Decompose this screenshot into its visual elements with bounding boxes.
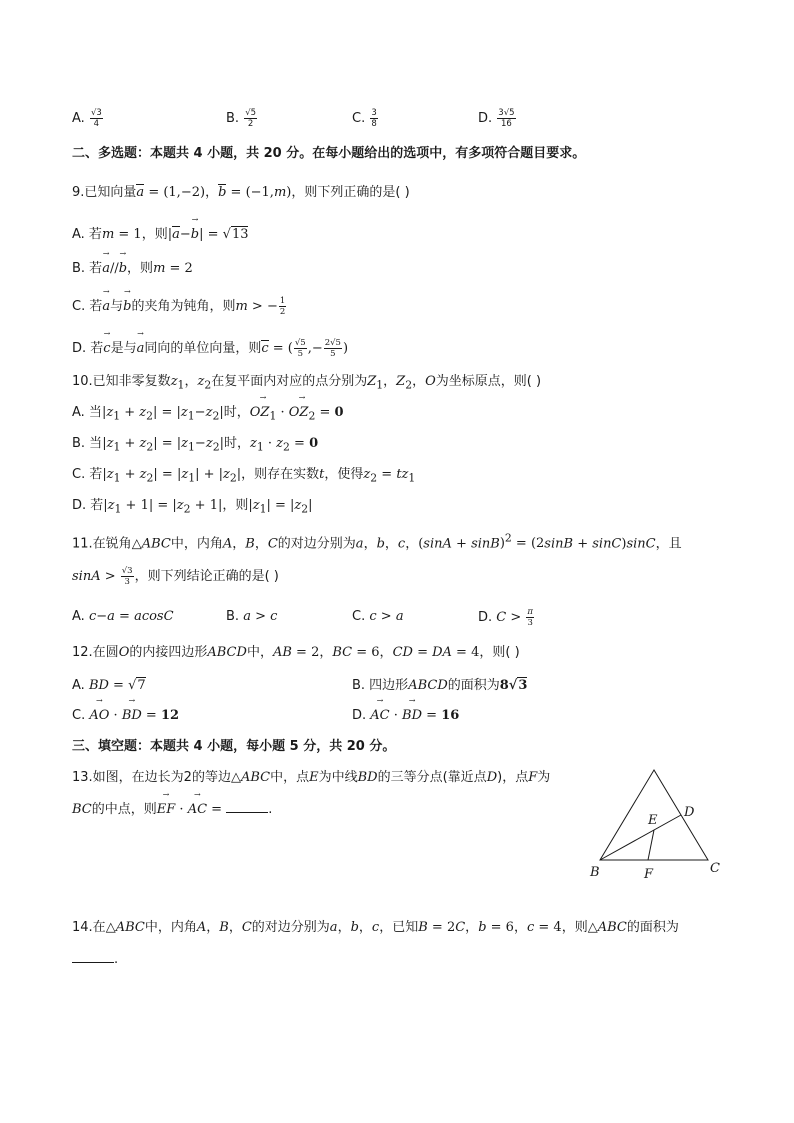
q11-stem-line1: 11.在锐角△ABC中，内角A，B，C的对边分别为a，b，c，$(\sin A + \sin B)^2 = (2\sin B + \sin C)\sin C$，且 — [72, 532, 682, 552]
math: m — [273, 185, 287, 200]
numerator: √5 — [294, 338, 306, 348]
option-label: A. — [72, 678, 85, 693]
label-f: F — [644, 867, 654, 882]
text: C. 若 — [72, 467, 103, 482]
text: ，则 — [141, 227, 168, 242]
text: B. 若 — [72, 261, 103, 276]
text: ，则 — [127, 261, 154, 276]
q9-option-a — [72, 225, 248, 245]
math: → b — [191, 225, 199, 245]
q9-option-d — [72, 338, 348, 359]
text: 的对边分别为 — [277, 536, 356, 552]
denominator: 2 — [279, 307, 286, 317]
fraction — [370, 108, 377, 129]
text: 的夹角为钝角，则 — [131, 299, 236, 314]
text: 时， — [223, 405, 250, 420]
q8-option-d — [478, 108, 517, 129]
math: = ( — [268, 341, 293, 356]
q9-option-b — [72, 259, 193, 279]
math: → b — [123, 297, 131, 317]
q11-option-d: D. C > $\frac{\pi}{3}$ — [478, 607, 534, 628]
answer-blank[interactable] — [226, 800, 268, 813]
segment-ef — [648, 830, 654, 860]
text: 为中线 — [318, 770, 358, 785]
vector-b-value: = (−1, — [230, 185, 274, 200]
vector-a-value: = (1,−2) — [148, 185, 206, 200]
math: ) — [342, 341, 349, 356]
math: → a — [137, 339, 145, 359]
q12-option-d: D. → AC · → BD = 16 — [352, 706, 459, 726]
text: 为坐标原点，则( ) — [435, 374, 542, 389]
text: 的中点，则 — [91, 802, 157, 817]
text: ，且 — [655, 536, 682, 552]
math: ,− — [307, 341, 323, 356]
fraction — [121, 566, 134, 587]
text: ，使得 — [324, 467, 364, 482]
section-heading-multiple-choice: 二、多选题：本题共 4 小题，共 20 分。在每小题给出的选项中，有多项符合题目要求。 — [72, 146, 586, 161]
q11-option-b: B. a > c — [226, 609, 278, 624]
label-e: E — [648, 813, 658, 828]
text: B. 当 — [72, 436, 103, 451]
numerator: 1 — [279, 296, 286, 306]
denominator: 3 — [124, 577, 130, 587]
numerator: 3√5 — [498, 108, 515, 118]
text: 12.在圆 — [72, 645, 119, 660]
triangle-figure — [588, 766, 728, 882]
numerator: √3 — [90, 108, 102, 118]
option-label: B. 四边形 — [352, 678, 409, 693]
q10-option-b: B. 当$|z_1 + z_2| = |z_1-z_2|$时，$z_1 \cdot z_2 = 0$ — [72, 436, 319, 454]
text: 中，内角 — [144, 920, 197, 935]
option-label: A. — [72, 111, 85, 126]
denominator: 4 — [93, 119, 100, 129]
fraction — [526, 607, 534, 628]
option-label: B. — [226, 609, 240, 624]
text: ， — [205, 185, 219, 200]
text: 的三等分点(靠近点 — [377, 770, 487, 785]
math: a — [172, 227, 180, 242]
numerator: π — [527, 607, 534, 617]
text: 的内接四边形 — [129, 645, 208, 660]
q8-option-c — [352, 108, 379, 129]
option-label: C. — [352, 111, 366, 126]
q11-option-a: A. c−a = acosC — [72, 609, 174, 624]
math: Z — [367, 374, 377, 389]
q9-option-c — [72, 296, 287, 317]
q9-stem — [72, 183, 410, 203]
q12-option-b: B. 四边形ABCD的面积为8√3 — [352, 678, 528, 693]
math: → c — [103, 339, 110, 359]
q8-option-a — [72, 108, 104, 129]
text: A. 若 — [72, 227, 102, 242]
text: 时， — [223, 436, 250, 451]
text: 11.在锐角 — [72, 536, 132, 552]
text: 在复平面内对应的点分别为 — [211, 374, 368, 389]
q12-option-a: A. BD = √7 — [72, 678, 146, 693]
option-label: D. — [352, 708, 367, 723]
fraction — [90, 108, 103, 129]
answer-blank[interactable] — [72, 950, 114, 963]
math: | — [167, 227, 173, 242]
q10-option-d: D. 若$|z_1 + 1| = |z_2 + 1|$，则$|z_1| = |z_2|$ — [72, 498, 313, 516]
text: . — [114, 952, 119, 967]
denominator: 8 — [371, 119, 377, 129]
vector-a: a — [136, 185, 145, 200]
option-label: D. — [478, 610, 493, 625]
option-label: C. — [352, 609, 366, 624]
text: D. 若 — [72, 498, 104, 513]
denominator: 5 — [330, 349, 336, 359]
section-heading-fill-in: 三、填空题：本题共 4 小题，每小题 5 分，共 20 分。 — [72, 739, 396, 754]
denominator: 2 — [247, 119, 254, 129]
text: 9.已知向量 — [72, 185, 137, 200]
math: z — [170, 374, 178, 389]
numerator: 3 — [371, 108, 377, 118]
text: C. 若 — [72, 299, 103, 314]
text: D. 若 — [72, 341, 104, 356]
fraction — [324, 338, 342, 359]
text: 14.在 — [72, 920, 106, 935]
fraction — [279, 296, 286, 317]
math: → $OZ_2$ — [289, 403, 316, 427]
text: )，点 — [497, 770, 529, 785]
text: ，则 — [222, 498, 249, 513]
text: 中， — [246, 645, 273, 660]
text: A. 当 — [72, 405, 102, 420]
math: = 1 — [114, 227, 142, 242]
math: − — [179, 227, 191, 242]
math: → b — [119, 259, 127, 279]
q10-option-a: A. 当$|z_1 + z_2| = |z_1-z_2|$时，→ $OZ_1$ · → $OZ_2 = 0$ — [72, 403, 344, 427]
text: ，则( ) — [479, 645, 520, 660]
q11-option-c: C. c > a — [352, 609, 404, 624]
math: ) — [286, 185, 292, 200]
option-label: C. — [72, 708, 86, 723]
math: m — [153, 261, 166, 276]
math: m — [101, 227, 115, 242]
math: → a — [102, 259, 110, 279]
option-label: D. — [478, 111, 493, 126]
math: z — [197, 374, 205, 389]
math: → a — [102, 297, 110, 317]
text: 是与 — [110, 341, 137, 356]
q8-option-b — [226, 108, 258, 129]
option-label: A. — [72, 609, 85, 624]
denominator: 5 — [297, 349, 303, 359]
text: ，则下列正确的是( ) — [291, 185, 410, 200]
q10-stem: 10.已知非零复数$z_1$，$z_2$在复平面内对应的点分别为$Z_1$，$Z_2$，O为坐标原点，则( ) — [72, 374, 542, 392]
label-b: B — [590, 865, 600, 880]
q14-line1: 14.在△ABC中，内角A，B，C的对边分别为a，b，c，已知B = 2C，b = 6，c = 4，则△ABC的面积为 — [72, 920, 679, 935]
text: 的面积为 — [447, 678, 500, 693]
math: // — [109, 261, 119, 276]
q12-option-c: C. → AO · → BD = 12 — [72, 706, 179, 726]
text: 与 — [110, 299, 124, 314]
math: → $OZ_1$ — [250, 403, 277, 427]
fraction — [294, 338, 307, 359]
option-label: B. — [226, 111, 240, 126]
label-d: D — [684, 805, 695, 820]
fraction — [244, 108, 257, 129]
text: 10.已知非零复数 — [72, 374, 171, 389]
math: = 2 — [165, 261, 193, 276]
q10-option-c: C. 若$|z_1 + z_2| = |z_1| + |z_2|$，则存在实数t，使得$z_2 = tz_1$ — [72, 467, 416, 485]
math: c — [261, 341, 269, 356]
text: 中，内角 — [170, 536, 223, 552]
denominator: 16 — [501, 119, 512, 129]
text: 的对边分别为 — [251, 920, 330, 935]
median-bd — [600, 815, 681, 860]
q14-line2 — [72, 950, 118, 970]
text: ，已知 — [379, 920, 419, 935]
text: ，则 — [561, 920, 588, 935]
vector-b: b — [218, 185, 227, 200]
text: 同向的单位向量，则 — [144, 341, 262, 356]
text: 13.如图，在边长为2的等边 — [72, 770, 231, 785]
text: . — [268, 802, 273, 817]
numerator: √3 — [121, 566, 133, 576]
fraction — [497, 108, 515, 129]
q12-stem: 12.在圆O的内接四边形ABCD中，AB = 2，BC = 6，CD = DA = 4，则( ) — [72, 645, 520, 660]
math: | = √13 — [199, 227, 249, 242]
text: 的面积为 — [626, 920, 679, 935]
math: > − — [247, 299, 278, 314]
q11-stem-line2: sinA > $\frac{√3}{3}$ ，则下列结论正确的是( ) — [72, 566, 279, 587]
math: O — [425, 374, 436, 389]
q13-line1: 13.如图，在边长为2的等边△ABC中，点E为中线BD的三等分点(靠近点D)，点F为 — [72, 770, 551, 785]
text: 中，点 — [270, 770, 310, 785]
numerator: 2√5 — [324, 338, 341, 348]
numerator: √5 — [245, 108, 257, 118]
denominator: 3 — [527, 618, 533, 628]
label-c: C — [710, 861, 720, 876]
q13-line2: BC的中点，则→ EF · → AC = . — [72, 800, 272, 820]
math: m — [235, 299, 248, 314]
text: ，则下列结论正确的是( ) — [134, 569, 279, 584]
text: ，则存在实数 — [241, 467, 320, 482]
math: Z — [396, 374, 406, 389]
text: 为 — [537, 770, 551, 785]
